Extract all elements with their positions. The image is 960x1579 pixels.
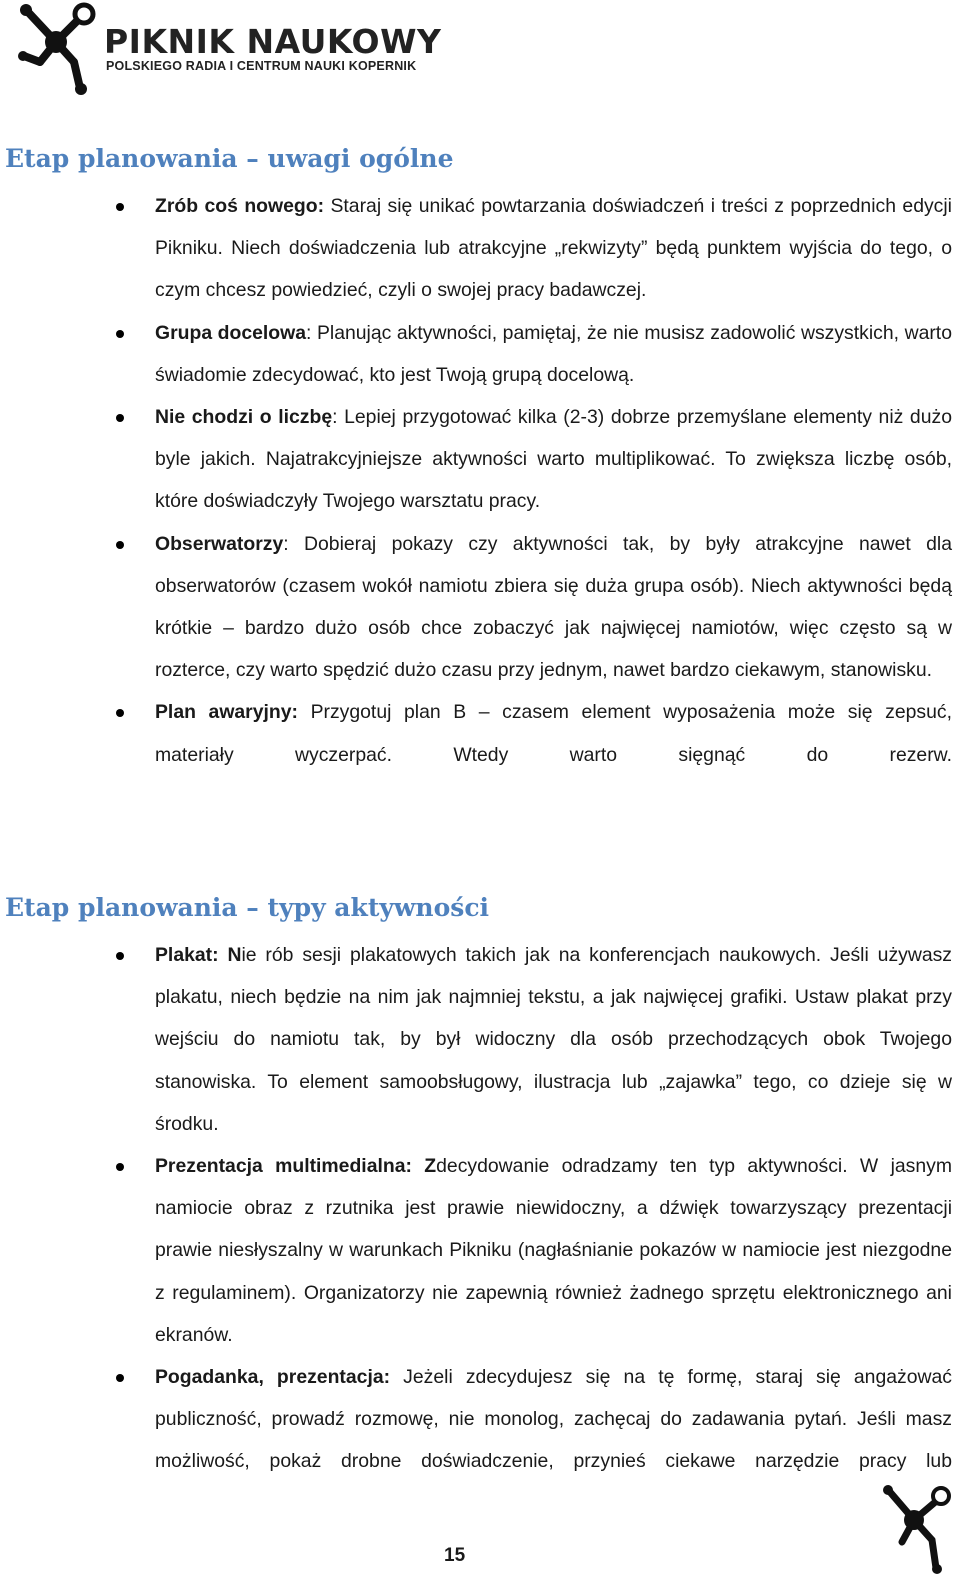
list-item <box>0 1356 960 1483</box>
item-text: ie rób sesji plakatowych takich jak na konferencjach naukowych. Jeśli używasz plakatu, niech będzie na nim jak najmniej tekstu, a jak najwięcej grafiki. Ustaw plakat przy wejściu do namiotu tak, by był widoczny dla osób przechodzących obok Twojego stanowiska. To element samoobsługowy, ilustracja lub „zajawka” tego, co dzieje się w środku. <box>155 944 953 1135</box>
item-text: Przygotuj plan B – czasem element wyposażenia może się zepsuć, materiały wyczerpać. Wtedy warto sięgnąć do rezerw. <box>155 701 952 766</box>
piknik-robot-icon <box>880 1484 952 1574</box>
item-text: Staraj się unikać powtarzania doświadczeń i treści z poprzednich edycji Pikniku. Niech doświadczenia lub atrakcyjne „rekwizyty” będą punktem wyjścia do tego, o czym chcesz powiedzieć, czyli o swojej pracy badawczej. <box>155 195 952 302</box>
list-item <box>0 396 960 523</box>
logo-title: PIKNIK NAUKOWY <box>104 22 442 61</box>
activity-types-list <box>0 934 960 1483</box>
item-text: : Planując aktywności, pamiętaj, że nie musisz zadowolić wszystkich, warto świadomie zdecydować, kto jest Twoją grupą docelową. <box>155 321 952 386</box>
item-term: Nie chodzi o liczbę <box>155 406 333 429</box>
item-text: : Lepiej przygotować kilka (2-3) dobrze przemyślane elementy niż dużo byle jakich. Najatrakcyjniejsze aktywności warto multiplikować. To zwiększa liczbę osób, które doświadczyły Twojego warsztatu pracy. <box>155 406 952 513</box>
bullet-icon <box>116 952 124 960</box>
section-heading-activity-types: Etap planowania – typy aktywności <box>5 893 490 922</box>
item-term: Prezentacja multimedialna: Z <box>155 1155 437 1178</box>
bullet-icon <box>116 1163 124 1171</box>
item-term: Zrób coś nowego: <box>155 195 325 217</box>
bullet-icon <box>116 330 124 338</box>
piknik-naukowy-logo <box>18 2 442 98</box>
list-item <box>0 185 960 312</box>
item-text: Jeżeli zdecydujesz się na tę formę, staraj się angażować publiczność, prowadź rozmowę, nie monolog, zachęcaj do zadawania pytań. Jeśli masz możliwość, pokaż drobne doświadczenie, przynieś ciekawe narzędzie pracy lub <box>155 1366 952 1473</box>
bullet-icon <box>116 709 124 717</box>
list-item <box>0 1145 960 1356</box>
item-text: decydowanie odradzamy ten typ aktywności. W jasnym namiocie obraz z rzutnika jest prawie niewidoczny, a dźwięk towarzyszący prezentacji prawie niesłyszalny w warunkach Pikniku (nagłaśnianie pokazów w namiocie jest niezgodne z regulaminem). Organizatorzy nie zapewnią również żadnego sprzętu elektronicznego ani ekranów. <box>155 1155 952 1346</box>
item-term: Grupa docelowa <box>155 321 307 344</box>
bullet-icon <box>116 203 124 211</box>
item-term: Plan awaryjny: <box>155 701 298 724</box>
list-item <box>0 934 960 1145</box>
list-item <box>0 523 960 692</box>
logo-subtitle: POLSKIEGO RADIA I CENTRUM NAUKI KOPERNIK <box>106 59 417 73</box>
item-term: Pogadanka, prezentacja: <box>155 1366 391 1389</box>
item-term: Obserwatorzy <box>155 532 284 555</box>
bullet-icon <box>116 541 124 549</box>
list-item <box>0 691 960 775</box>
piknik-robot-icon <box>18 2 104 98</box>
section-heading-general: Etap planowania – uwagi ogólne <box>5 144 454 173</box>
bullet-icon <box>116 414 124 422</box>
bullet-icon <box>116 1374 124 1382</box>
item-term: Plakat: N <box>155 944 242 966</box>
item-text: : Dobieraj pokazy czy aktywności tak, by były atrakcyjne nawet dla obserwatorów (czasem wokół namiotu zbiera się duża grupa osób). Niech aktywności będą krótkie – bardzo dużo osób chce zobaczyć jak najwięcej namiotów, więc często są w rozterce, czy warto spędzić dużo czasu przy jednym, nawet bardzo ciekawym, stanowisku. <box>155 532 952 682</box>
list-item <box>0 312 960 396</box>
page-number: 15 <box>444 1545 466 1566</box>
general-notes-list <box>0 185 960 776</box>
